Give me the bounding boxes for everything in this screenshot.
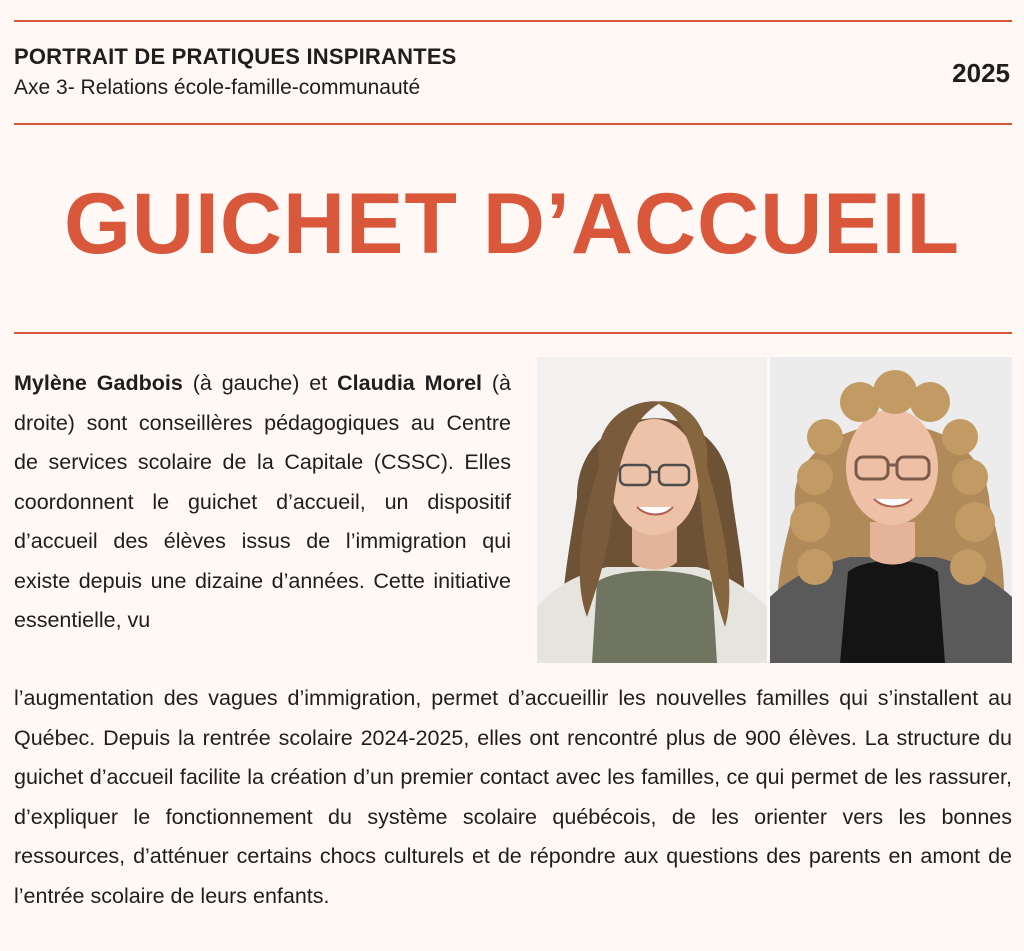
portrait-left-illustration bbox=[537, 357, 767, 663]
intro-paragraph-top bbox=[14, 364, 511, 641]
intro-paragraph-bottom: l’augmentation des vagues d’immigration, permet d’accueillir les nouvelles familles qui s’installent au Québec. Depuis la rentrée scolaire 2024-2025, elles ont rencontré plus de 900 élèves. La structure du guichet d’accueil facilite la création d’un premier contact avec les familles, ce qui permet de les rassurer, d’expliquer le fonctionnement du système scolaire québécois, de les orienter vers les bonnes ressources, d’atténuer certains chocs culturels et de répondre aux questions des parents en amont de l’entrée scolaire de leurs enfants. bbox=[14, 686, 1012, 908]
document-series-title: PORTRAIT DE PRATIQUES INSPIRANTES bbox=[14, 44, 457, 69]
intro-text-a: (à droite) sont conseillères pédagogiques au Centre de services scolaire de la Capitale (CSSC). Elles coordonnent le guichet d’accueil, un dispositif d’accueil des élèves issus de l’immigration qui existe depuis une dizaine d’années. Cette initiative essentielle, vu bbox=[14, 371, 512, 632]
portrait-photo-left bbox=[537, 357, 767, 663]
title-rule bbox=[14, 332, 1012, 334]
portrait-right-illustration bbox=[770, 357, 1012, 663]
person-name-2: Claudia Morel bbox=[337, 371, 482, 395]
intro-position-1: (à gauche) et bbox=[182, 371, 338, 395]
document-axis-subtitle: Axe 3- Relations école-famille-communauté bbox=[14, 76, 421, 99]
portrait-photo-right bbox=[770, 357, 1012, 663]
person-name-1: Mylène Gadbois bbox=[14, 371, 183, 395]
top-rule bbox=[14, 20, 1012, 22]
document-year: 2025 bbox=[952, 58, 1010, 88]
header-rule bbox=[14, 123, 1012, 125]
page-title: GUICHET D’ACCUEIL bbox=[63, 176, 961, 272]
